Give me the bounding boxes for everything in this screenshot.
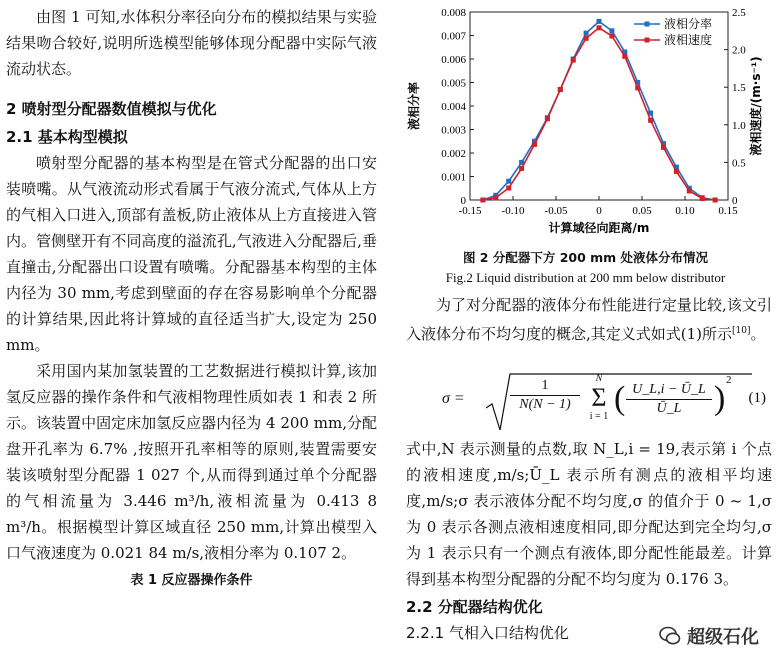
series-2-point	[622, 54, 627, 59]
figure-caption	[398, 248, 773, 288]
series-2-point	[571, 58, 576, 63]
y-left-tick-label: 0.002	[441, 148, 466, 160]
series-2-point	[648, 118, 653, 123]
uniformity-intro-paragraph	[406, 292, 772, 347]
figure-2	[398, 0, 773, 290]
series-2-point	[584, 36, 589, 41]
formula-lhs: σ =	[442, 390, 465, 407]
x-tick-label: 0.10	[675, 205, 695, 217]
y-left-tick-label: 0.007	[441, 30, 466, 43]
right-column-lower	[406, 436, 772, 646]
sum-lower: i = 1	[589, 411, 609, 422]
series-2-point	[687, 188, 692, 193]
process-data-paragraph: 采用国内某加氢装置的工艺数据进行模拟计算,该加氢反应器的操作条件和气液相物理性质如表 1 和表 2 所示。该装置中固定床加氢反应器内径为 4 200 mm,分配盘开孔率为 6.7% ,按照开孔率相等的原则,装置需要安装该喷射型分配器 1 027 个,从而得到通过单个分配器的气相流量为 3.446 m³/h,液相流量为 0.413 8 m³/h。根据模型计算区域直径 250 mm,计算出模型入口气液速度为 0.021 84 m/s,液相分率为 0.107 2。	[6, 362, 377, 562]
y-right-tick-label: 2.5	[732, 7, 746, 19]
y-left-tick-label: 0.006	[441, 54, 466, 66]
y-left-tick-label: 0.003	[441, 124, 466, 137]
x-tick-label: -0.10	[501, 205, 525, 217]
y-right-tick-label: 0	[732, 195, 738, 207]
legend-label-1: 液相分率	[664, 17, 713, 31]
series-2-point	[532, 142, 537, 147]
legend-marker-2	[645, 38, 650, 43]
y-right-axis-label: 液相速度/(m·s⁻¹)	[749, 56, 763, 156]
wechat-icon	[659, 626, 681, 646]
series-1-point	[584, 31, 589, 36]
equation-number: (1)	[748, 390, 766, 406]
series-2-point	[635, 85, 640, 90]
series-1-point	[609, 28, 614, 33]
y-left-axis-label: 液相分率	[407, 81, 421, 131]
reference-10: [10]	[732, 326, 751, 336]
series-1-point	[597, 19, 602, 24]
legend-label-2: 液相速度	[664, 33, 713, 47]
series-2-point	[597, 25, 602, 30]
left-column	[6, 4, 377, 594]
series-2-point	[713, 198, 718, 203]
series-2-point	[480, 198, 485, 203]
figure-caption-en: Fig.2 Liquid distribution at 200 mm below distributor	[445, 270, 726, 285]
summation	[584, 374, 614, 422]
series-2-point	[493, 195, 498, 200]
y-right-tick-label: 1.0	[732, 119, 746, 132]
fraction-numerator: 1	[541, 378, 549, 393]
inner-denominator: Ū_L	[656, 401, 682, 416]
y-left-tick-label: 0	[460, 195, 466, 207]
figure-caption-zh: 图 2 分配器下方 200 mm 处液体分布情况	[462, 250, 709, 265]
series-2-point	[674, 169, 679, 174]
section-2-heading: 2 喷射型分配器数值模拟与优化	[6, 100, 217, 118]
x-tick-label: 0.05	[632, 205, 652, 217]
section-2-2-1-heading: 2.2.1 气相入口结构优化	[406, 624, 569, 642]
fraction-denominator: N(N − 1)	[519, 397, 571, 412]
right-column	[406, 292, 772, 347]
sum-sign-icon: Σ	[591, 383, 607, 412]
series-2-point	[661, 145, 666, 150]
section-2-1-heading: 2.1 基本构型模拟	[6, 128, 128, 146]
uniformity-intro-end: 。	[750, 325, 766, 343]
y-left-tick-label: 0.001	[441, 171, 466, 184]
x-tick-label: -0.15	[458, 205, 482, 217]
section-2-2-heading: 2.2 分配器结构优化	[406, 598, 543, 616]
inner-numerator: U_L,i − Ū_L	[632, 382, 706, 397]
series-1-point	[506, 179, 511, 184]
y-right-tick-label: 1.5	[732, 82, 746, 95]
watermark-text: 超级石化	[687, 627, 759, 648]
x-tick-label: 0.15	[718, 205, 738, 217]
intro-paragraph: 由图 1 可知,水体积分率径向分布的模拟结果与实验结果吻合较好,说明所选模型能够体现分配器中实际气液流动状态。	[6, 8, 377, 78]
series-2-point	[558, 87, 563, 92]
series-2-point	[700, 196, 705, 201]
x-tick-label: 0	[596, 205, 602, 217]
y-right-tick-label: 0.5	[732, 157, 746, 170]
y-left-tick-label: 0.005	[441, 77, 466, 90]
sum-upper: N	[595, 373, 603, 384]
series-2-point	[609, 34, 614, 39]
uniformity-intro-text: 为了对分配器的液体分布性能进行定量比较,该文引入液体分布不均匀度的概念,其定义式如式(1)所示	[406, 296, 772, 343]
equation-1: σ = 1 N(N − 1) N Σ i = 1 ( U_L,i − Ū_L Ū_L ) 2 (1)	[406, 372, 772, 434]
definition-paragraph: 式中,N 表示测量的点数,取 N_L,i = 19,表示第 i 个点的液相速度,m/s;Ū_L 表示所有测点的液相平均速度,m/s;σ 表示液体分配不均匀度,σ 的值介于 0 ~ 1,σ 为 0 表示各测点液相速度相同,即分配达到完全均匀,σ 为 1 表示只有一个测点有液体,即分配性能最差。计算得到基本构型分配器的分配不均匀度为 0.176 3。	[406, 440, 772, 588]
y-left-tick-label: 0.004	[441, 101, 466, 113]
liquid-distribution-chart	[398, 0, 773, 245]
y-right-tick-label: 2.0	[732, 44, 746, 57]
table-1-caption: 表 1 反应器操作条件	[130, 573, 253, 588]
x-axis-label: 计算域径向距离/m	[548, 221, 650, 235]
series-2-point	[545, 116, 550, 121]
basic-config-paragraph: 喷射型分配器的基本构型是在管式分配器的出口安装喷嘴。从气液流动形式看属于气液分流式,气体从上方的气相入口进入,顶部有盖板,防止液体从上方直接进入管内。管侧壁开有不同高度的溢流孔,气液进入分配器后,垂直撞击,分配器出口设置有喷嘴。分配器基本构型的主体内径为 30 mm,考虑到壁面的存在容易影响单个分配器的计算结果,因此将计算域的直径适当扩大,设定为 250 mm。	[6, 154, 377, 354]
formula-fraction-1	[510, 378, 580, 413]
x-tick-label: -0.05	[544, 205, 568, 217]
y-left-tick-label: 0.008	[441, 7, 466, 19]
series-2-point	[519, 166, 524, 171]
watermark	[655, 621, 763, 651]
legend-marker-1	[645, 22, 650, 27]
series-2-point	[506, 185, 511, 190]
